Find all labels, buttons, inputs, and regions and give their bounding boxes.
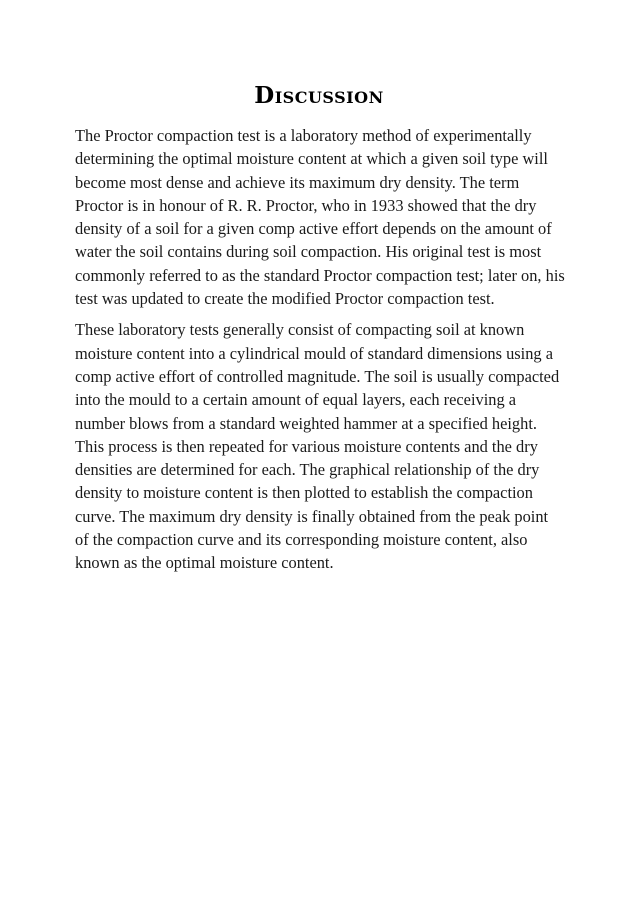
document-body	[75, 124, 565, 583]
paragraph-2: These laboratory tests generally consist of compacting soil at known moisture content into a cylindrical mould of standard dimensions using a comp active effort of controlled magnitude. The soil is usually compacted into the mould to a certain amount of equal layers, each receiving a number blows from a standard weighted hammer at a specified height. This process is then repeated for various moisture contents and the dry densities are determined for each. The graphical relationship of the dry density to moisture content is then plotted to establish the compaction curve. The maximum dry density is finally obtained from the peak point of the compaction curve and its corresponding moisture content, also known as the optimal moisture content.	[75, 320, 560, 573]
paragraph-1: The Proctor compaction test is a laboratory method of experimentally determining the optimal moisture content at which a given soil type will become most dense and achieve its maximum dry density. The term Proctor is in honour of R. R. Proctor, who in 1933 showed that the dry density of a soil for a given comp active effort depends on the amount of water the soil contains during soil compaction. His original test is most commonly referred to as the standard Proctor compaction test; later on, his test was updated to create the modified Proctor compaction test.	[75, 126, 565, 309]
page-title: Discussion	[254, 82, 384, 109]
